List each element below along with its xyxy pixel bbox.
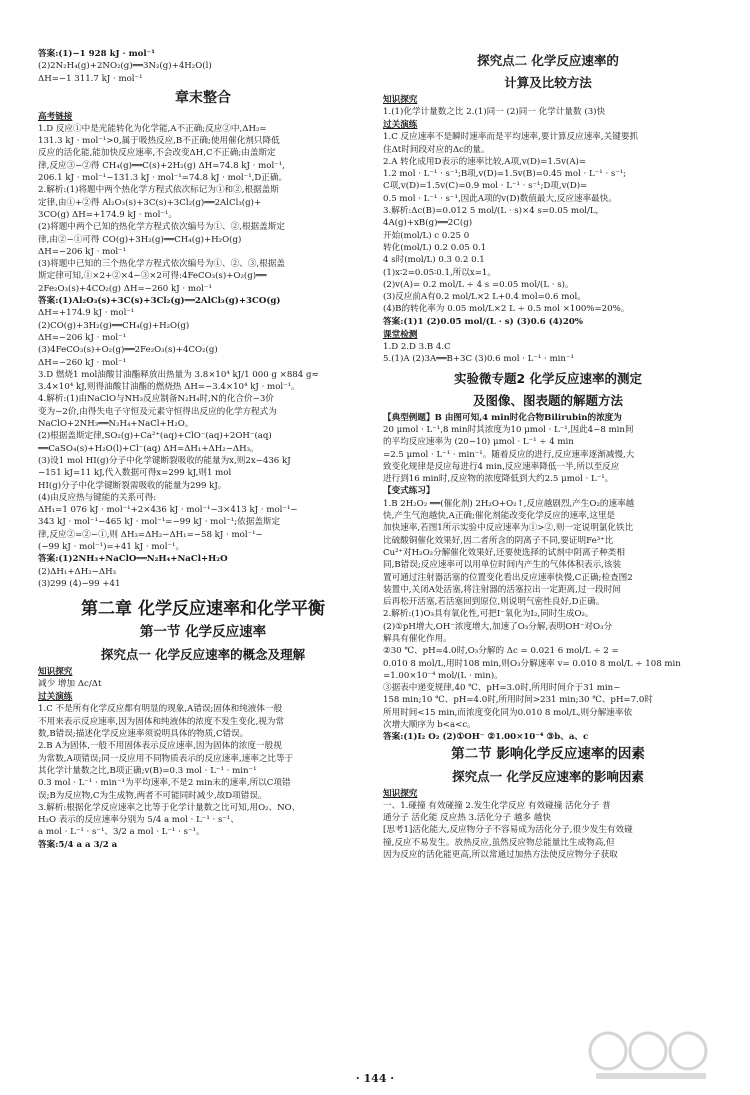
text-line: 1.D 反应①中是光能转化为化学能,A不正确;反应②中,ΔH₂=	[38, 123, 267, 134]
text-line: (−99 kJ · mol⁻¹)=+41 kJ · mol⁻¹。	[38, 541, 185, 552]
text-line: 律,反应②=②−①,则 ΔH₃=ΔH₂−ΔH₁=−58 kJ · mol⁻¹−	[38, 529, 263, 540]
text-line: 206.1 kJ · mol⁻¹−131.3 kJ · mol⁻¹=74.8 kJ · mol⁻¹,D正确。	[38, 173, 288, 184]
answer-line: 答案:(1)−1 928 kJ · mol⁻¹	[38, 49, 155, 59]
section-heading: 实验微专题2 化学反应速率的测定	[453, 370, 643, 386]
text-line: 所用时间<15 min,而浓度变化同为0.010 8 mol/L,则分解速率依	[383, 707, 633, 718]
text-line: 2.解析:(1)将题中两个热化学方程式依次标记为①和②,根据盖斯	[38, 185, 279, 196]
text-line: (1)x∶2=0.05∶0.1,所以x=1。	[383, 267, 496, 278]
text-line: 4 s时(mol/L) 0.3 0.2 0.1	[383, 255, 485, 266]
text-line: NaClO+2NH₃══N₂H₄+NaCl+H₂O。	[38, 419, 194, 430]
text-line: (2)v(A)= 0.2 mol/L ÷ 4 s =0.05 mol/(L · s)。	[383, 279, 574, 290]
text-line: ΔH=−260 kJ · mol⁻¹	[38, 357, 127, 368]
answer-line: 答案:(1)Al₂O₃(s)+3C(s)+3Cl₂(g)══2AlCl₃(g)+3CO(g)	[38, 296, 281, 307]
text-line: 的平均反应速率为 (20−10) μmol · L⁻¹ ÷ 4 min	[383, 437, 574, 448]
section-heading: 第二节 影响化学反应速率的因素	[451, 745, 645, 762]
text-line: −151 kJ=11 kJ,代入数据可得x=299 kJ,则1 mol	[38, 468, 232, 479]
text-line: 0.3 mol · L⁻¹ · min⁻¹为平均速率,不是2 min末的速率,所以C项错	[38, 778, 291, 789]
text-line: 减少 增加 Δc/Δt	[38, 679, 102, 690]
text-line: (4)由反应热与键能的关系可得:	[38, 492, 157, 503]
answer-line: 【典型例题】B 由图可知,4 min时化合物Bilirubin的浓度为	[383, 412, 622, 423]
text-line: 2.B A为固体,一般不用固体表示反应速率,因为固体的浓度一般视	[38, 741, 282, 752]
text-line: 1.2 mol · L⁻¹ · s⁻¹;B项,v(D)=1.5v(B)=0.45 mol · L⁻¹ · s⁻¹;	[383, 169, 627, 180]
text-line: 装置中,关闭A处活塞,将注射器的活塞拉出一定距离,过一段时间	[383, 584, 621, 595]
text-line: 2.A 转化成用D表示的速率比较,A项,v(D)=1.5v(A)=	[383, 156, 587, 167]
section-heading: 探究点一 化学反应速率的概念及理解	[100, 647, 306, 663]
text-line: 1.(1)化学计量数之比 2.(1)同一 (2)同一 化学计量数 (3)快	[383, 107, 606, 117]
text-line: (2)将题中两个已知的热化学方程式依次编号为①、②,根据盖斯定	[38, 222, 285, 233]
text-line: 3.4×10⁴ kJ,则得油酸甘油酯的燃烧热 ΔH=−3.4×10⁴ kJ · mol⁻¹。	[38, 382, 300, 393]
text-line: =1.00×10⁻⁴ mol/(L · min)。	[383, 670, 503, 681]
text-line: 为常数,A项错误;同一反应用不同物质表示的反应速率,速率之比等于	[38, 753, 294, 764]
text-line: 开始(mol/L) c 0.25 0	[383, 230, 470, 241]
text-line: 3.D 燃烧1 mol油酸甘油酯释放出热量为 3.8×10⁴ kJ/1 000 g ×884 g≈	[38, 369, 319, 380]
text-line: 次增大顺序为 b<a<c。	[383, 720, 476, 731]
text-line: 律,由②−①可得 CO(g)+3H₂(g)══CH₄(g)+H₂O(g)	[38, 234, 242, 245]
text-line: 1.D 2.D 3.B 4.C	[383, 342, 451, 353]
section-heading: 第二章 化学反应速率和化学平衡	[81, 599, 325, 620]
section-tag: 知识探究	[38, 667, 73, 678]
section-heading: 探究点二 化学反应速率的	[477, 53, 619, 68]
answer-line: 答案:(1)I₂ O₂ (2)①OH⁻ ②1.00×10⁻⁴ ③b、a、c	[383, 732, 589, 743]
text-line: ②30 ℃、pH=4.0时,O₃分解的 Δc = 0.021 6 mol/L ÷ 2 =	[383, 646, 619, 657]
text-line: ΔH=+174.9 kJ · mol⁻¹	[38, 308, 135, 319]
text-line: 4A(g)+xB(g)══2C(g)	[383, 218, 473, 229]
page-number: · 144 ·	[355, 1072, 395, 1085]
text-line: [思考1]活化能大,反应物分子不容易成为活化分子,很少发生有效碰	[383, 825, 633, 836]
text-line: (3)299 (4)−99 +41	[38, 578, 121, 589]
text-line: 343 kJ · mol⁻¹−465 kJ · mol⁻¹=−99 kJ · mol⁻¹;依据盖斯定	[38, 517, 281, 528]
text-line: (2)①pH增大,OH⁻浓度增大,加速了O₃分解,表明OH⁻对O₃分	[383, 621, 613, 632]
text-line: 转化(mol/L) 0.2 0.05 0.1	[383, 242, 487, 253]
answer-line: 答案:(1)2NH₃+NaClO══N₂H₄+NaCl+H₂O	[38, 554, 228, 565]
text-line: ΔH=−206 kJ · mol⁻¹	[38, 246, 127, 257]
section-tag: 知识探究	[383, 788, 418, 799]
text-line: 数,B错误;描述化学反应速率须说明具体的物质,C错误。	[38, 729, 249, 740]
text-line: 1.C 不是所有化学反应都有明显的现象,A错误;固体和纯液体一般	[38, 704, 283, 715]
text-line: (3)4FeCO₃(s)+O₂(g)══2Fe₂O₃(s)+4CO₂(g)	[38, 345, 218, 356]
text-line: 律,反应③−②得 CH₄(g)══C(s)+2H₂(g) ΔH=74.8 kJ · mol⁻¹,	[38, 160, 285, 171]
section-tag: 高考链接	[38, 111, 73, 122]
text-line: (3)反应前A有0.2 mol/L×2 L+0.4 mol=0.6 mol。	[383, 292, 586, 303]
text-line: 不用来表示反应速率,因为固体和纯液体的浓度不发生变化,视为常	[38, 716, 285, 727]
text-line: a mol · L⁻¹ · s⁻¹、3/2 a mol · L⁻¹ · s⁻¹。	[38, 827, 205, 838]
text-line: ΔH=−206 kJ · mol⁻¹	[38, 332, 127, 343]
text-line: 1.C 反应速率不是瞬时速率而是平均速率,要计算反应速率,关键要抓	[383, 132, 639, 143]
text-line: 其化学计量数之比,B项正确;v(B)=0.3 mol · L⁻¹ · min⁻¹	[38, 765, 257, 776]
text-line: ΔH₁=1 076 kJ · mol⁻¹+2×436 kJ · mol⁻¹−3×413 kJ · mol⁻¹−	[38, 505, 298, 516]
section-heading: 及图像、图表题的解题方法	[472, 392, 623, 408]
section-tag: 课堂检测	[383, 330, 418, 341]
text-line: 变为−2价,由得失电子守恒及元素守恒得出反应的化学方程式为	[38, 406, 277, 417]
text-line: 一、1.碰撞 有效碰撞 2.发生化学反应 有效碰撞 活化分子 普	[383, 800, 611, 811]
text-line: H₂O 表示的反应速率分别为 5/4 a mol · L⁻¹ · s⁻¹、	[38, 815, 239, 826]
text-line: HI(g)分子中化学键断裂需吸收的能量为299 kJ。	[38, 480, 227, 491]
text-line: (2)ΔH₁+ΔH₂−ΔH₃	[38, 566, 117, 577]
text-line: 131.3 kJ · mol⁻¹>0,属于吸热反应,B不正确;使用催化剂只降低	[38, 136, 280, 147]
watermark-logo	[578, 1027, 728, 1083]
text-line: 0.010 8 mol/L,用时108 min,则O₃分解速率 v= 0.010 8 mol/L ÷ 108 min	[383, 658, 681, 669]
text-line: 斯定律可知,①×2+②×4−③×2可得:4FeCO₃(s)+O₂(g)══	[38, 271, 267, 282]
text-line: 3.解析:根据化学反应速率之比等于化学计量数之比可知,用O₂、NO、	[38, 802, 301, 813]
answer-line: 答案:5/4 a a 3/2 a	[38, 839, 118, 850]
text-line: (3)将题中已知的三个热化学方程式依次编号为①、②、③,根据盖	[38, 259, 285, 270]
text-line: 1.B 2H₂O₂ ══(催化剂) 2H₂O+O₂↑,反应越剧烈,产生O₂的速率越	[383, 498, 635, 509]
text-line: 比硫酸铜催化效果好,因二者所含的阴离子不同,要证明Fe³⁺比	[383, 535, 614, 546]
right-column	[383, 48, 713, 861]
text-line: 通分子 活化能 反应热 3.活化分子 越多 越快	[383, 812, 551, 823]
section-tag: 过关演练	[38, 692, 73, 703]
text-line: ══CaSO₄(s)+H₂O(l)+Cl⁻(aq) ΔH=ΔH₁+ΔH₂−ΔH₃。	[38, 443, 259, 454]
text-line: 4.解析:(1)由NaClO与NH₃反应制备N₂H₄时,N的化合价−3价	[38, 394, 274, 405]
text-line: =2.5 μmol · L⁻¹ · min⁻¹。随着反应的进行,反应速率逐渐减慢,大	[383, 449, 635, 460]
text-line: 因为反应的活化能更高,所以常通过加热方法使反应物分子获取	[383, 849, 618, 860]
answer-line: 【变式练习】	[383, 486, 435, 497]
text-line: 快,产生气泡越快,A正确;催化剂能改变化学反应的速率,这里是	[383, 511, 616, 522]
text-line: (2)CO(g)+3H₂(g)══CH₄(g)+H₂O(g)	[38, 320, 190, 331]
section-heading: 计算及比较方法	[504, 75, 592, 90]
section-heading: 第一节 化学反应速率	[139, 624, 267, 641]
text-line: 加快速率,若图1所示实验中反应速率为①>②,则一定说明氯化铁比	[383, 523, 634, 534]
text-line: 2.解析:(1)O₃具有氧化性,可把I⁻氧化为I₂,同时生成O₂。	[383, 609, 594, 620]
text-line: 反应的活化能,能加快反应速率,不会改变ΔH,C不正确;由盖斯定	[38, 148, 276, 159]
text-line: 158 min;10 ℃、pH=4.0时,所用时间>231 min;30 ℃、pH=7.0时	[383, 695, 653, 706]
text-line: 置可通过注射器活塞的位置变化看出反应速率快慢,C正确;检查图2	[383, 572, 633, 583]
text-line: (3)设1 mol HI(g)分子中化学键断裂吸收的能量为x,则2x−436 kJ	[38, 455, 291, 466]
text-line: C项,v(D)=1.5v(C)=0.9 mol · L⁻¹ · s⁻¹;D项,v(D)=	[383, 181, 588, 192]
text-line: 解具有催化作用。	[383, 633, 452, 644]
text-line: 3.解析:Δc(B)=0.012 5 mol/(L · s)×4 s=0.05 mol/L,	[383, 206, 599, 217]
text-line: 20 μmol · L⁻¹,8 min时其浓度为10 μmol · L⁻¹,因此4~8 min间	[383, 424, 634, 435]
text-line: 误;B为反应物,C为生成物,两者不可能同时减少,故D项错误。	[38, 790, 267, 801]
text-line: ③据表中递变规律,40 ℃、pH=3.0时,所用时间介于31 min~	[383, 683, 621, 694]
text-line: (2)2N₂H₄(g)+2NO₂(g)══3N₂(g)+4H₂O(l)	[38, 61, 212, 72]
section-heading: 章末整合	[175, 89, 231, 106]
left-column	[38, 48, 368, 851]
section-tag: 知识探究	[383, 95, 418, 105]
text-line: 致变化规律是反应每进行4 min,反应速率降低一半,所以至反应	[383, 461, 620, 472]
answer-line: 答案:(1)1 (2)0.05 mol/(L · s) (3)0.6 (4)20%	[383, 316, 583, 327]
section-heading: 探究点一 化学反应速率的影响因素	[452, 768, 644, 784]
section-tag: 过关演练	[383, 120, 418, 131]
text-line: ΔH=−1 311.7 kJ · mol⁻¹	[38, 73, 143, 84]
text-line: 2Fe₂O₃(s)+4CO₂(g) ΔH=−260 kJ · mol⁻¹	[38, 283, 212, 294]
text-line: 住Δt时间段对应的Δc的量。	[383, 144, 490, 155]
text-line: 进行到16 min时,反应物的浓度降低到大约2.5 μmol · L⁻¹。	[383, 474, 614, 485]
text-line: (4)B的转化率为 0.05 mol/L×2 L ÷ 0.5 mol ×100%=20%。	[383, 304, 630, 315]
text-line: 3CO(g) ΔH=+174.9 kJ · mol⁻¹。	[38, 209, 177, 220]
text-line: 5.(1)A (2)3A══B+3C (3)0.6 mol · L⁻¹ · min⁻¹	[383, 354, 574, 365]
text-line: 同,B错误;反应速率可以用单位时间内产生的气体体积表示,该装	[383, 560, 622, 571]
text-line: 撞,反应不易发生。放热反应,虽然反应物总能量比生成物高,但	[383, 837, 615, 848]
text-line: Cu²⁺对H₂O₂分解催化效果好,还要使选择的试剂中阴离子种类相	[383, 547, 625, 558]
text-line: (2)根据盖斯定律,SO₂(g)+Ca²⁺(aq)+ClO⁻(aq)+2OH⁻(aq)	[38, 431, 272, 442]
text-line: 定律,由①+②得 Al₂O₃(s)+3C(s)+3Cl₂(g)══2AlCl₃(g)+	[38, 197, 262, 208]
text-line: 后再松开活塞,若活塞回到原位,则说明气密性良好,D正确。	[383, 597, 605, 608]
text-line: 0.5 mol · L⁻¹ · s⁻¹,因此A项的v(D)数值最大,反应速率最快。	[383, 193, 617, 204]
